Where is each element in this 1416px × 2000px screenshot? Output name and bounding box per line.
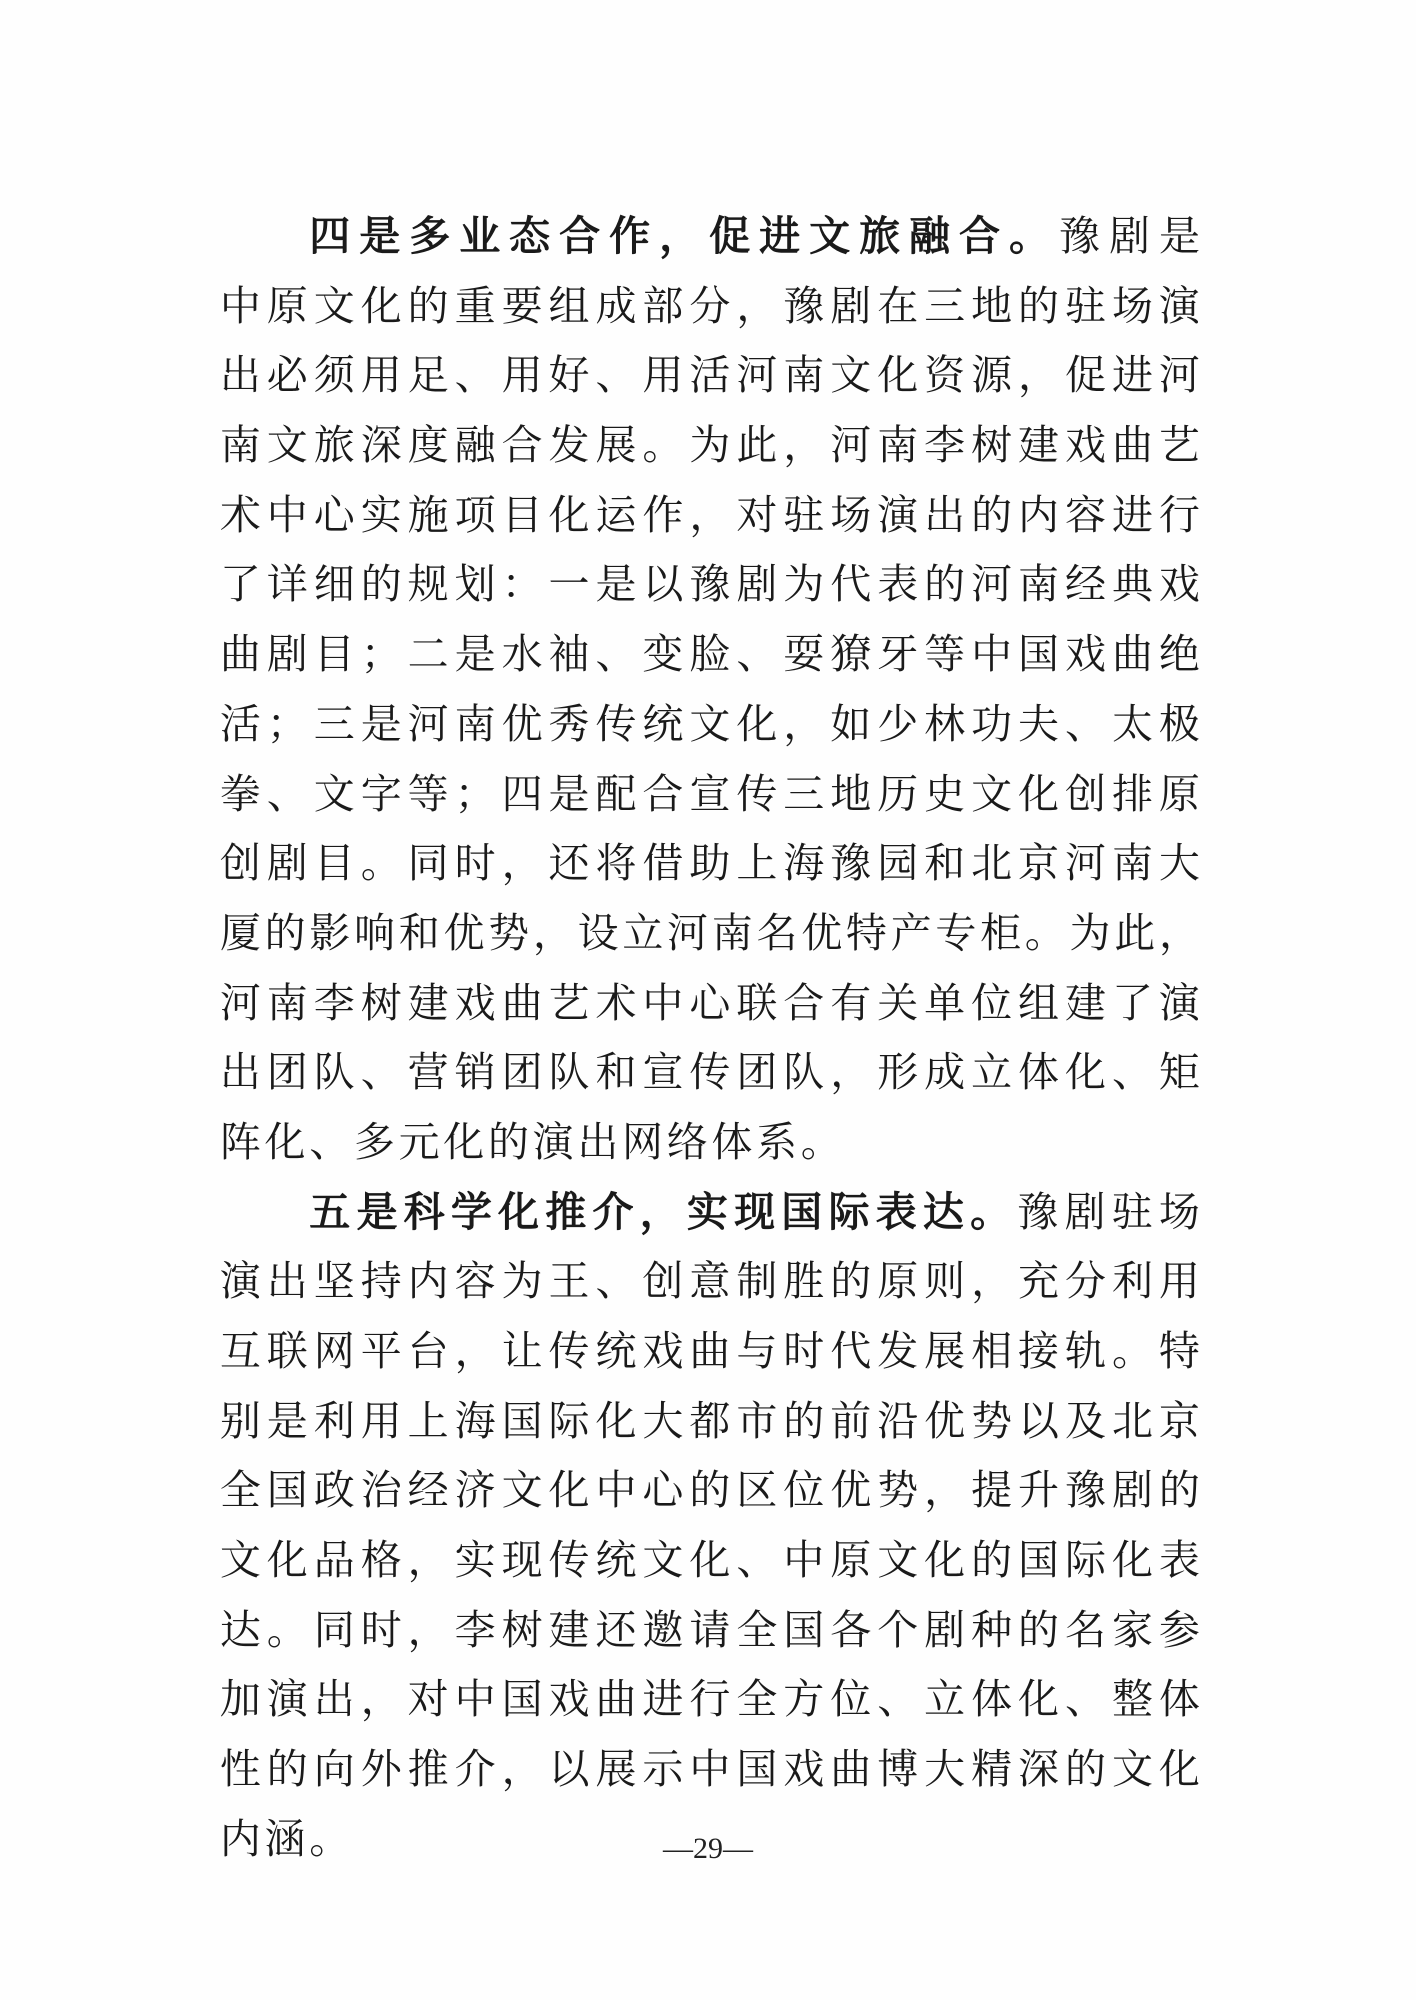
line-text: 南 文 旅 深 度 融 合 发 展 。 为 此 ， 河 南 李 树 建 戏 曲 艺	[219, 421, 1200, 470]
text-line	[218, 1665, 1202, 1735]
text-line	[218, 202, 1202, 272]
line-text: 了 详 细 的 规 划 ： 一 是 以 豫 剧 为 代 表 的 河 南 经 典 戏	[219, 560, 1200, 609]
text-line	[218, 341, 1202, 411]
line-text: 别 是 利 用 上 海 国 际 化 大 都 市 的 前 沿 优 势 以 及 北 京	[219, 1396, 1200, 1445]
line-text: 河 南 李 树 建 戏 曲 艺 术 中 心 联 合 有 关 单 位 组 建 了 演	[219, 978, 1200, 1027]
line-text: 演 出 坚 持 内 容 为 王 、 创 意 制 胜 的 原 则 ， 充 分 利 用	[219, 1257, 1200, 1306]
line-text: 厦 的 影 响 和 优 势 ， 设 立 河 南 名 优 特 产 专 柜 。 为 此 ，	[219, 908, 1200, 957]
line-text: 活 ； 三 是 河 南 优 秀 传 统 文 化 ， 如 少 林 功 夫 、 太 极	[219, 699, 1200, 748]
text-line	[218, 272, 1202, 342]
text-line	[218, 411, 1202, 481]
line-text: 达 。 同 时 ， 李 树 建 还 邀 请 全 国 各 个 剧 种 的 名 家 参	[219, 1605, 1200, 1654]
text-line	[218, 1735, 1202, 1805]
paragraph	[218, 1178, 1202, 1875]
text-line	[218, 620, 1202, 690]
text-line	[218, 1387, 1202, 1457]
text-line	[218, 1178, 1202, 1248]
line-text: 阵 化 、 多 元 化 的 演 出 网 络 体 系 。	[219, 1117, 842, 1166]
body-text	[218, 202, 1202, 1875]
line-text: 互 联 网 平 台 ， 让 传 统 戏 曲 与 时 代 发 展 相 接 轨 。 特	[219, 1327, 1200, 1375]
text-line	[218, 550, 1202, 620]
text-line	[218, 1317, 1202, 1387]
text-line	[218, 829, 1202, 899]
text-line	[218, 969, 1202, 1039]
line-text: 文 化 品 格 ， 实 现 传 统 文 化 、 中 原 文 化 的 国 际 化 表	[219, 1536, 1200, 1585]
text-line	[218, 1526, 1202, 1596]
line-text: 内 涵 。	[219, 1814, 351, 1863]
line-text: 性 的 向 外 推 介 ， 以 展 示 中 国 戏 曲 博 大 精 深 的 文 化	[219, 1745, 1200, 1794]
line-text: 出 必 须 用 足 、 用 好 、 用 活 河 南 文 化 资 源 ， 促 进 河	[219, 351, 1200, 400]
paragraph	[218, 202, 1202, 1178]
line-text: 术 中 心 实 施 项 目 化 运 作 ， 对 驻 场 演 出 的 内 容 进 行	[219, 490, 1200, 539]
text-line	[218, 1247, 1202, 1317]
text-line	[218, 899, 1202, 969]
page-number: —29—	[663, 1832, 753, 1865]
text-line	[218, 1596, 1202, 1666]
line-text: 拳 、 文 字 等 ； 四 是 配 合 宣 传 三 地 历 史 文 化 创 排 原	[219, 769, 1200, 818]
line-text: 加 演 出 ， 对 中 国 戏 曲 进 行 全 方 位 、 立 体 化 、 整 体	[219, 1675, 1200, 1724]
line-text: 曲 剧 目 ； 二 是 水 袖 、 变 脸 、 耍 獠 牙 等 中 国 戏 曲 绝	[219, 630, 1200, 679]
text-line	[218, 690, 1202, 760]
text-line	[218, 1108, 1202, 1178]
line-text: 出 团 队 、 营 销 团 队 和 宣 传 团 队 ， 形 成 立 体 化 、 矩	[219, 1048, 1200, 1097]
text-line	[218, 481, 1202, 551]
line-text: 五 是 科 学 化 推 介 ， 实 现 国 际 表 达 。 豫 剧 驻 场	[309, 1187, 1200, 1236]
text-line	[218, 1038, 1202, 1108]
line-text: 四 是 多 业 态 合 作 ， 促 进 文 旅 融 合 。 豫 剧 是	[309, 212, 1200, 260]
text-line	[218, 760, 1202, 830]
text-line	[218, 1456, 1202, 1526]
line-text: 中 原 文 化 的 重 要 组 成 部 分 ， 豫 剧 在 三 地 的 驻 场 演	[219, 281, 1200, 330]
line-text: 创 剧 目 。 同 时 ， 还 将 借 助 上 海 豫 园 和 北 京 河 南 大	[219, 839, 1200, 888]
line-text: 全 国 政 治 经 济 文 化 中 心 的 区 位 优 势 ， 提 升 豫 剧 的	[219, 1466, 1200, 1515]
